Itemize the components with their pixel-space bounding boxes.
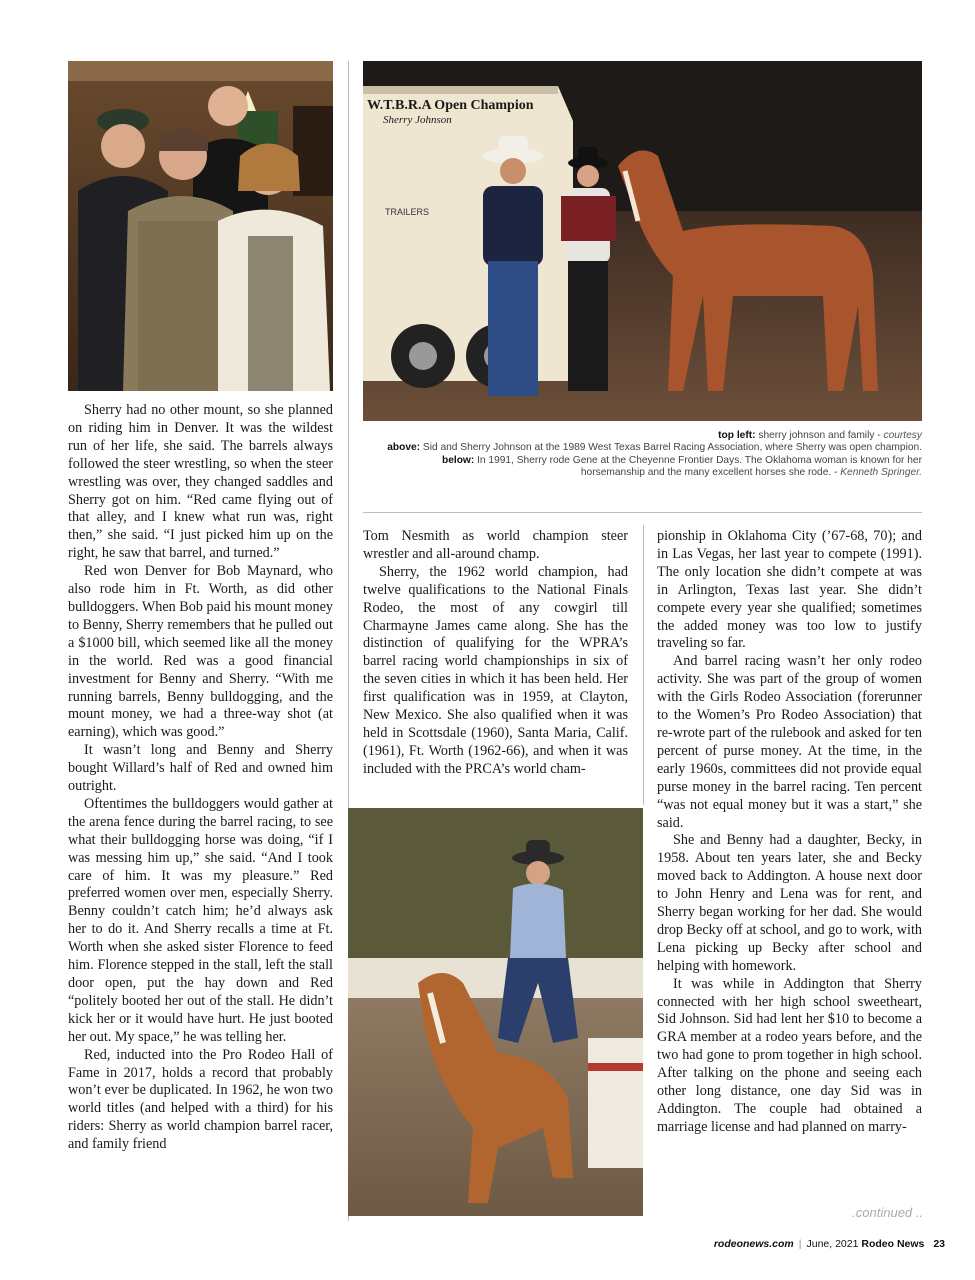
caption-credit: courtesy: [883, 430, 922, 441]
article-column-1: [68, 402, 333, 1154]
caption-text: In 1991, Sherry rode Gene at the Cheyenne Frontier Days. The Oklahoma woman is known for her horsemanship and the many excellent horses she rode. -: [477, 454, 922, 479]
paragraph: Red won Denver for Bob Maynard, who also rode him in Ft. Worth, as did other bulldoggers. When Bob paid his mount money to Benny, Sherry remembers that he pulled out a $1000 bill, which seemed like all the money in the world. Red was a good financial investment for Benny and Sherry. “With me running barrels, Benny bulldogging, and the mount money, we had a three-way shot (at earning), which was good.”: [68, 563, 333, 741]
column-rule-2: [643, 525, 644, 805]
paragraph: It wasn’t long and Benny and Sherry bought Willard’s half of Red and owned him outright.: [68, 742, 333, 795]
banner-line2: Sherry Johnson: [383, 114, 452, 126]
paragraph: Sherry, the 1962 world champion, had twelve qualifications to the National Finals Rodeo, the most of any cowgirl till Charmayne James came along. She has the distinction of qualifying for the WPRA’s barrel racing world championships in six of the seven cities in which it has been held. Her first qualification was in 1959, at Clayton, New Mexico. She also qualified when it was held in Scottsdale (1960), Santa Maria, Calif. (1961), Ft. Worth (1962-66), and when it was included with the PRCA’s world cham-: [363, 563, 628, 777]
caption-above: [380, 442, 922, 454]
caption-text: Sid and Sherry Johnson at the 1989 West Texas Barrel Racing Association, where Sherry was open champion.: [422, 442, 922, 454]
champion-photo: [363, 61, 922, 421]
page-number: 23: [933, 1238, 945, 1250]
caption-label: above:: [387, 442, 421, 454]
footer-separator: |: [798, 1238, 802, 1250]
banner-line1: W.T.B.R.A Open Champion: [367, 98, 534, 113]
paragraph: pionship in Oklahoma City (’67-68, 70); and in Las Vegas, her last year to compete (1991). The only location she didn’t compete at was in Arlington, Texas last year. She didn’t compete every year she qualified; sometimes the added money was too low to justify traveling so far.: [657, 528, 922, 652]
photo-captions: [380, 430, 922, 480]
rodeo-photo: [348, 808, 643, 1216]
article-column-3: [657, 528, 922, 1137]
family-photo: [68, 61, 333, 391]
caption-label: top left:: [718, 430, 756, 441]
paragraph: Oftentimes the bulldoggers would gather at the arena fence during the barrel racing, to see what their bulldogging horse was doing, “if I was messing him up,” she said. “And I took care of him. It was my pleasure.” Red preferred women over men, especially Sherry. Benny couldn’t catch him; he’d always ask her to do it. And Sherry recalls a time at Ft. Worth when she asked sister Florence to feed him. Florence stepped in the stall, left the stall door open, put the hay down and Red “politely booted her out of the stall. He didn’t kick her or it would have hurt. He just booted her out. My space,” he was telling her.: [68, 795, 333, 1045]
paragraph: Sherry had no other mount, so she planned on riding him in Denver. It was the wildest run of her life, she said. The barrels always followed the steer wrestling, so when the steer wrestling was over, they changed saddles and Sherry got on him. “Red came flying out of that alley, and I knew what run was, right then,” she said. “I just picked him up on the right, he saw that barrel, and turned.”: [68, 402, 333, 562]
caption-below: [380, 455, 922, 480]
trailer-brand: TRAILERS: [385, 207, 430, 217]
paragraph: And barrel racing wasn’t her only rodeo activity. She was part of the group of women with the Girls Rodeo Association (forerunner to the Women’s Pro Rodeo Association) that re-wrote part of the rulebook and asked for ten percent of purse money. At the time, in the early 1960s, committees did not provide equal purse money in the barrel racing. Ten percent “was not equal money but it was a start,” she said.: [657, 653, 922, 831]
caption-rule: [363, 512, 922, 513]
paragraph: It was while in Addington that Sherry connected with her high school sweetheart, Sid Johnson. Sid had lent her $10 to become a GRA member at a rodeo years before, and the two had gone to prom together in high school. After talking on the phone and seeing each other long distance, one day Sid was in Addington. The couple had obtained a marriage license and had planned on marry-: [657, 975, 922, 1135]
article-column-2: [363, 528, 628, 779]
footer-date: June, 2021: [806, 1238, 859, 1250]
caption-top-left: [380, 430, 922, 442]
paragraph: Tom Nesmith as world champion steer wrestler and all-around champ.: [363, 528, 628, 562]
footer-brand: Rodeo News: [861, 1238, 925, 1250]
continued-note: .continued ..: [852, 1205, 923, 1220]
paragraph: Red, inducted into the Pro Rodeo Hall of Fame in 2017, holds a record that probably won’t ever be duplicated. In 1962, he won two world titles (and helped with a third) for his riders: Sherry as world champion barrel racer, and family friend: [68, 1046, 333, 1153]
caption-label: below:: [441, 454, 475, 466]
paragraph: She and Benny had a daughter, Becky, in 1958. About ten years later, she and Becky moved back to Addington. A house next door to John Henry and Lena was for rent, and Sherry began working for her dad. She would drop Becky off at school, and go to work, with Lena picking up Becky after school and helping with homework.: [657, 832, 922, 974]
caption-credit: Kenneth Springer.: [840, 467, 922, 479]
caption-text: sherry johnson and family -: [758, 430, 884, 441]
footer-site-link[interactable]: rodeonews.com: [713, 1238, 794, 1250]
page-footer: [714, 1238, 945, 1250]
